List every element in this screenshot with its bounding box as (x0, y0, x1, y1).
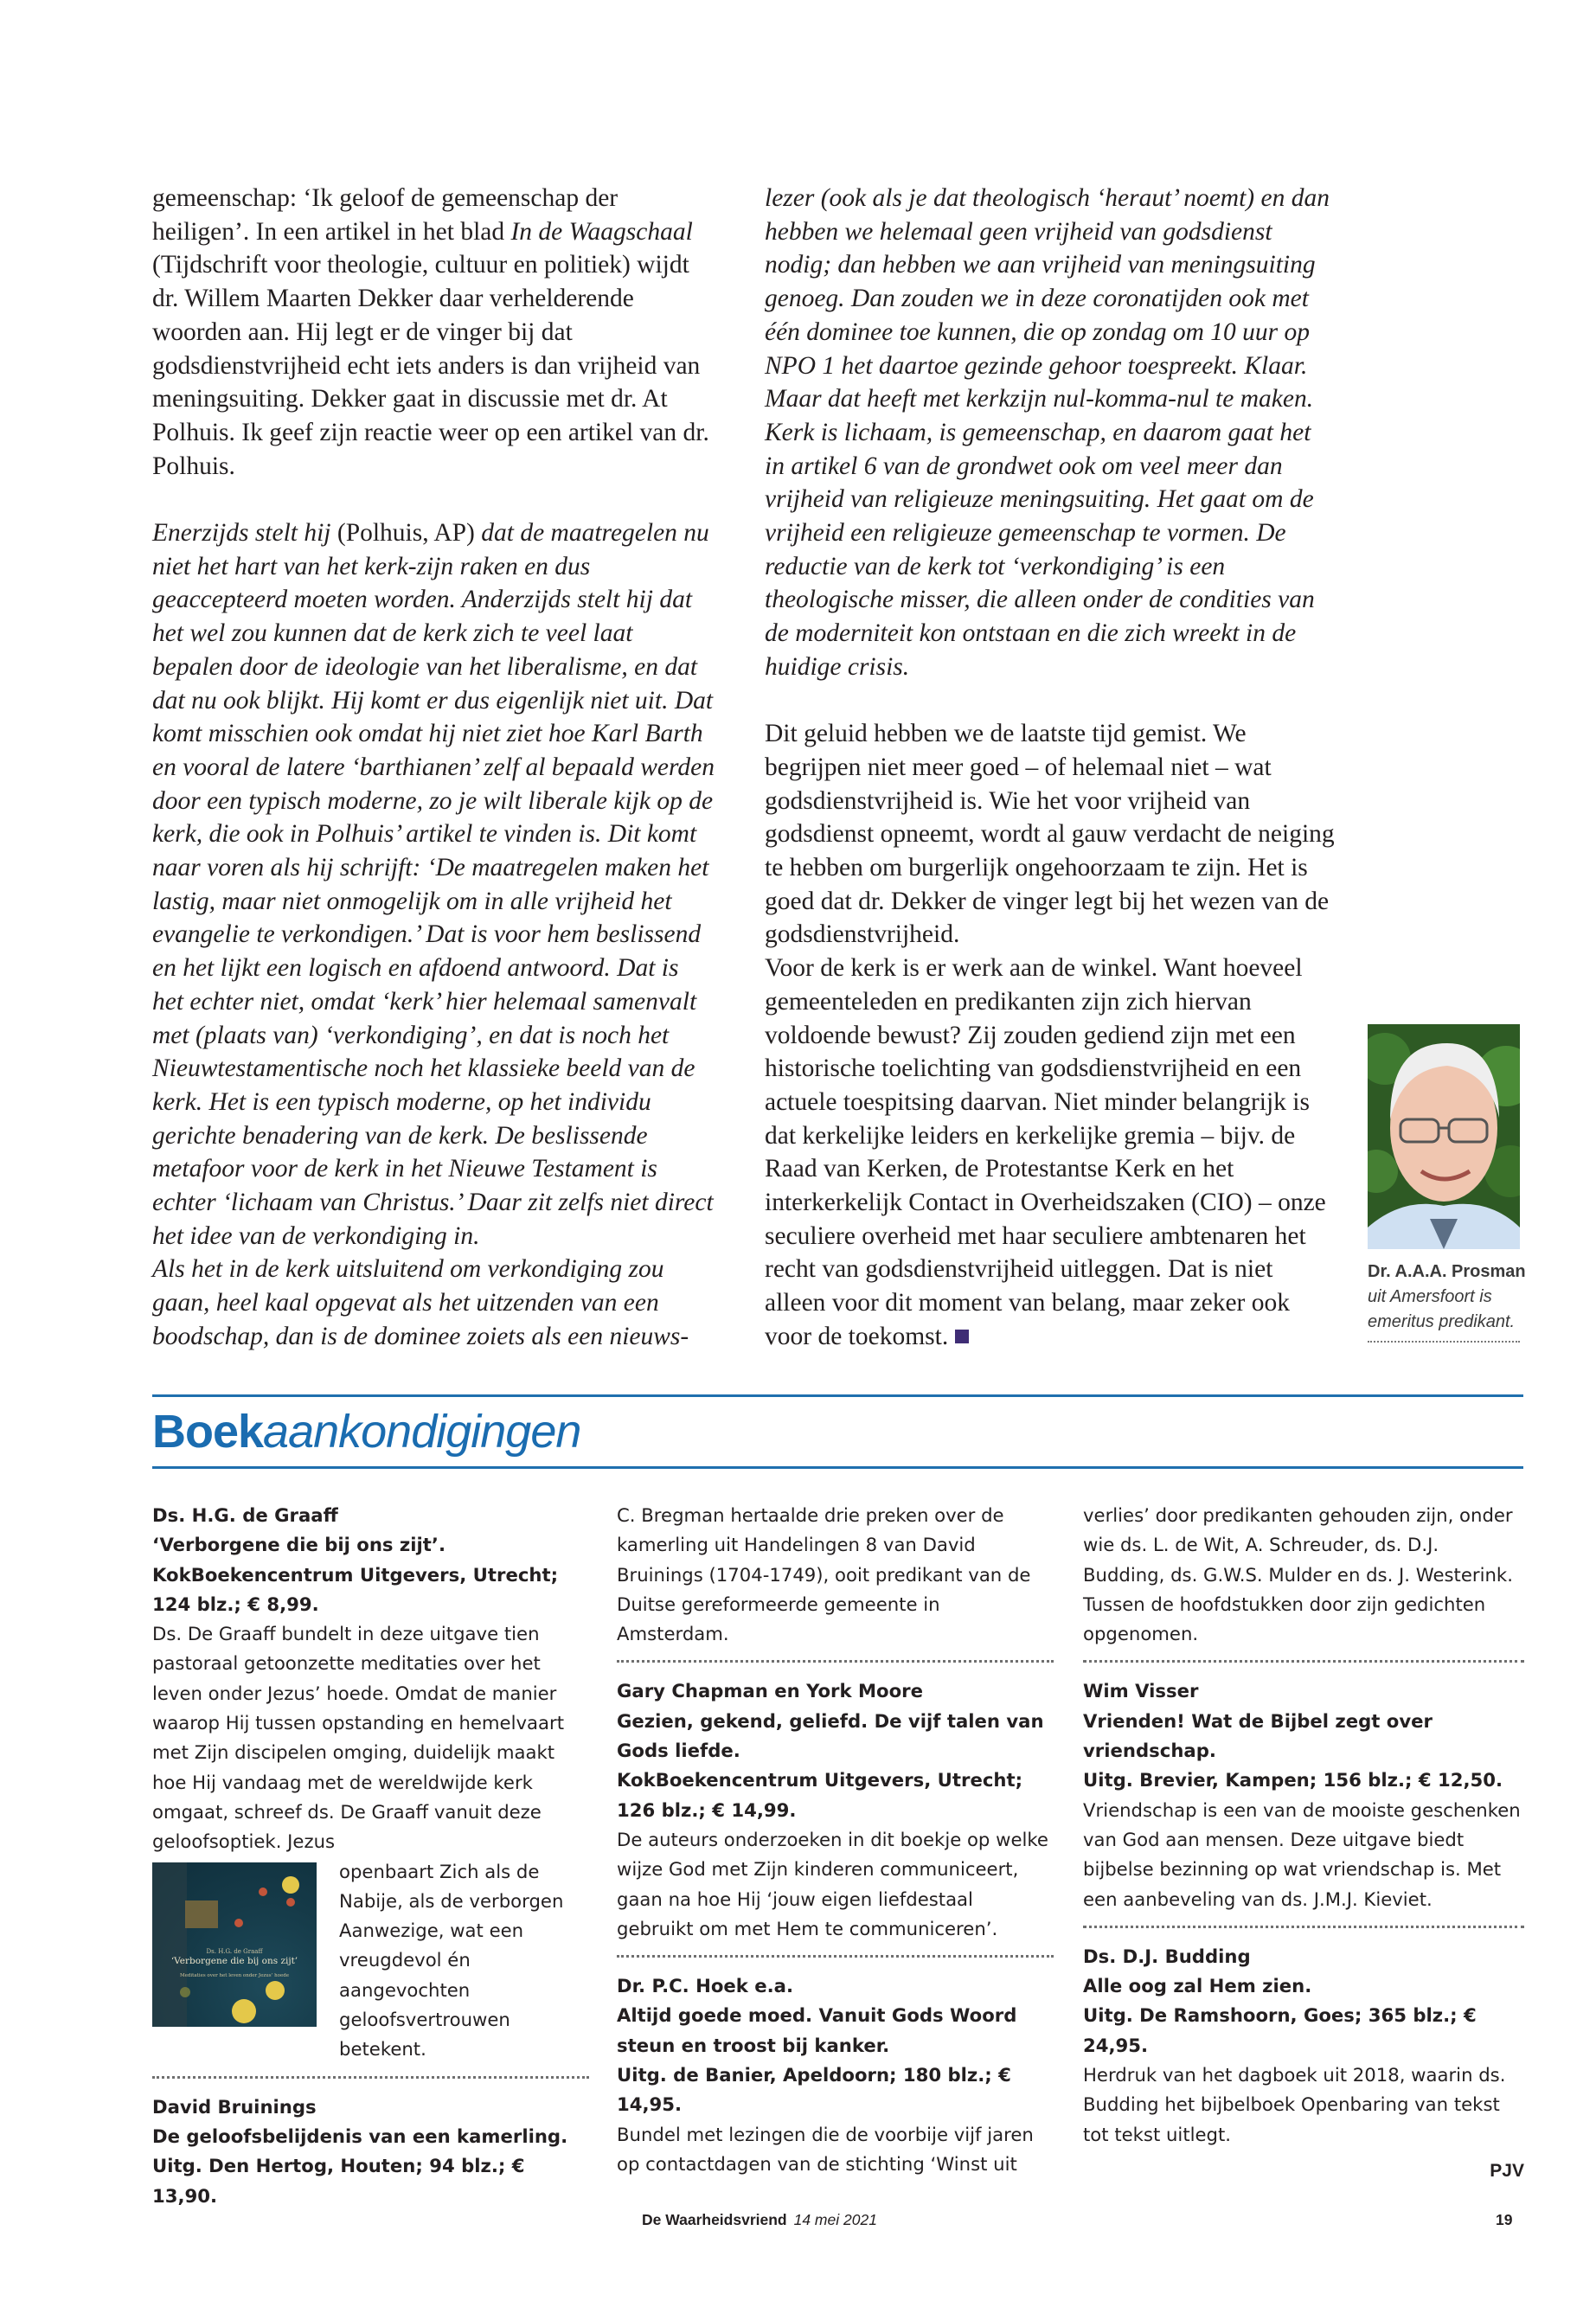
caption-divider (1368, 1341, 1520, 1343)
book-author: Dr. P.C. Hoek e.a. (617, 1975, 793, 1997)
quote-paragraph-2: Als het in de kerk uitsluitend om verkondiging zou gaan, heel kaal opgevat als het uitzenden van een boodschap, dan is de dominee zoiets als een nieuws- (152, 1255, 689, 1350)
book-publisher: Uitg. De Ramshoorn, Goes; 365 blz.; € 24,95. (1083, 2004, 1477, 2056)
quote-paragraph (152, 516, 715, 1253)
book-title: ‘Verborgene die bij ons zijt’. (152, 1534, 445, 1556)
footer-magazine (642, 2211, 877, 2229)
book-description: Herdruk van het dagboek uit 2018, waarin ds. Budding het bijbelboek Openbaring van tekst tot tekst uitlegt. (1083, 2064, 1506, 2145)
book-divider (1083, 1660, 1524, 1663)
quote-intro: Enerzijds stelt hij (152, 519, 331, 548)
book-entry (1083, 1942, 1524, 2150)
author-caption (1368, 1259, 1532, 1335)
section-rule-bottom (152, 1466, 1523, 1469)
books-column-1 (152, 1501, 589, 2211)
book-publisher: KokBoekencentrum Uitgevers, Utrecht; (617, 1769, 1023, 1791)
page-number: 19 (1496, 2211, 1513, 2228)
page-footer (0, 2211, 1596, 2237)
books-column-2 (617, 1501, 1054, 2179)
conclusion-text: Voor de kerk is er werk aan de winkel. Want hoeveel gemeenteleden en predikanten zijn zich hiervan voldoende bewust? Zij zouden gediend zijn met een historische toelichting van godsdienstvrijheid en een actuele toespitsing daarvan. Niet minder belangrijk is dat kerkelijke leiders en kerkelijke gremia – bijv. de Raad van Kerken, de Protestantse Kerk en het interkerkelijk Contact in Overheidszaken (CIO) – onze seculiere overheid met haar seculiere ambtenaren het recht van godsdienstvrijheid uitleggen. Dat is niet alleen voor dit moment van belang, maar zeker ook voor de toekomst. (765, 954, 1326, 1350)
book-title: Vrienden! Wat de Bijbel zegt over vriendschap. (1083, 1709, 1433, 1762)
book-author: Wim Visser (1083, 1680, 1199, 1702)
conclusion-paragraph-2 (765, 952, 1336, 1353)
book-divider (617, 1660, 1054, 1663)
book-publisher: KokBoekencentrum Uitgevers, Utrecht; (152, 1563, 559, 1586)
book-description: De auteurs onderzoeken in dit boekje op welke wijze God met Zijn kinderen communiceert, gaan na hoe Hij ‘jouw eigen liefdestaal gebruikt om met Hem te communiceren’. (617, 1828, 1048, 1939)
book-entry (1083, 1676, 1524, 1913)
book-description: Ds. De Graaff bundelt in deze uitgave tien pastoraal getoonzette meditaties over het leven onder Jezus’ hoede. Omdat de manier waarop Hij tussen opstanding en hemelvaart met Zijn discipelen omging, duidelijk maakt hoe Hij vandaag met de wereldwijde kerk omgaat, schreef ds. De Graaff vanuit deze geloofsoptiek. Jezus (152, 1623, 565, 1853)
book-author: Ds. D.J. Budding (1083, 1945, 1251, 1967)
journal-title: In de Waagschaal (510, 217, 693, 246)
book-divider (1083, 1926, 1524, 1928)
cover-author: Ds. H.G. de Graaff (206, 1947, 263, 1955)
cover-subtitle: Meditaties over het leven onder Jezus’ hoede (179, 1972, 290, 1978)
book-entry (152, 2093, 589, 2211)
reviewer-signature: PJV (1490, 2160, 1524, 2181)
intro-text-1: gemeenschap: ‘Ik geloof de gemeenschap der heiligen’. In een artikel in het blad (152, 184, 619, 246)
book-publisher: Uitg. de Banier, Apeldoorn; 180 blz.; € 14,95. (617, 2064, 1011, 2116)
article-column-right (765, 182, 1336, 1354)
book-description: Vriendschap is een van de mooiste geschenken van God aan mensen. Deze uitgave biedt bijbelse bezinning op wat vriendschap is. Met een aanbeveling van ds. J.M.J. Kieviet. (1083, 1798, 1521, 1910)
book-entry (617, 1676, 1054, 1944)
book-entry (617, 1971, 1054, 2179)
article-intro-paragraph (152, 182, 715, 483)
book-cover-row (152, 1857, 589, 2065)
book-title: Gezien, gekend, geliefd. De vijf talen van Gods liefde. (617, 1709, 1044, 1762)
book-author: David Bruinings (152, 2095, 317, 2118)
book-title: Alle oog zal Hem zien. (1083, 1975, 1312, 1997)
book-publisher: Uitg. Brevier, Kampen; 156 blz.; € 12,50. (1083, 1769, 1503, 1791)
quote-paragraph-2-continued: lezer (ook als je dat theologisch ‘heraut’ noemt) en dan hebben we helemaal geen vrijheid van godsdienst nodig; dan hebben we aan vrijheid van meningsuiting genoeg. Dan zouden we in deze coronatijden ook met één dominee toe kunnen, die op zondag om 10 uur op NPO 1 het daartoe gezinde gehoor toespreekt. Klaar. Maar dat heeft met kerkzijn nul-komma-nul te maken. Kerk is lichaam, is gemeenschap, en daarom gaat het in artikel 6 van de grondwet ook om veel meer dan vrijheid van religieuze meningsuiting. Het gaat om de vrijheid een religieuze gemeenschap te vormen. De reductie van de kerk tot ‘verkondiging’ is een theologische misser, die alleen onder de condities van de moderniteit kon ontstaan en die zich wreekt in de huidige crisis. (765, 184, 1330, 681)
book-entry (152, 1501, 589, 2065)
section-title (152, 1400, 580, 1464)
book-author: Ds. H.G. de Graaff (152, 1504, 338, 1526)
book-description: C. Bregman hertaalde drie preken over de kamerling uit Handelingen 8 van David Bruinings (1704-1749), ooit predikant van de Duitse gereformeerde gemeente in Amsterdam. (617, 1504, 1031, 1645)
quote-body: dat de maatregelen nu niet het hart van het kerk-zijn raken en dus geaccepteerd moeten worden. Anderzijds stelt hij dat het wel zou kunnen dat de kerk zich te veel laat bepalen door de ideologie van het liberalisme, en dat dat nu ook blijkt. Hij komt er dus eigenlijk niet uit. Dat komt misschien ook omdat hij niet ziet hoe Karl Barth en vooral de latere ‘barthianen’ zelf al bepaald werden door een typisch moderne, zo je wilt liberale kijk op de kerk, die ook in Polhuis’ artikel te vinden is. Dit komt naar voren als hij schrijft: ‘De maatregelen maken het lastig, maar niet onmogelijk om in alle vrijheid het evangelie te verkondigen.’ Dat is voor hem beslissend en het lijkt een logisch en afdoend antwoord. Dat is het echter niet, omdat ‘kerk’ hier helemaal samenvalt met (plaats van) ‘verkondiging’, en dat is noch het Nieuwtestamentische noch het klassieke beeld van de kerk. Het is een typisch moderne, op het individu gerichte benadering van de kerk. De beslissende metafoor voor de kerk in het Nieuwe Testament is echter ‘lichaam van Christus.’ Daar zit zelfs niet direct het idee van de verkondiging in. (152, 519, 715, 1250)
section-title-bold: Boek (152, 1406, 264, 1458)
book-description-continued: verlies’ door predikanten gehouden zijn, onder wie ds. L. de Wit, A. Schreuder, ds. D.J. Budding, ds. G.W.S. Mulder en ds. J. Westerink. Tussen de hoofdstukken door zijn gedichten opgenomen. (1083, 1504, 1513, 1645)
section-rule-top (152, 1394, 1523, 1397)
book-publisher: Uitg. Den Hertog, Houten; 94 blz.; € 13,90. (152, 2155, 525, 2207)
book-title: De geloofsbelijdenis van een kamerling. (152, 2125, 568, 2147)
book-divider (152, 2076, 589, 2079)
author-name: Dr. A.A.A. Prosman (1368, 1262, 1526, 1281)
book-title: Altijd goede moed. Vanuit Gods Woord steun en troost bij kanker. (617, 2004, 1017, 2056)
book-description: Bundel met lezingen die de voorbije vijf jaren op contactdagen van de stichting ‘Winst uit (617, 2123, 1034, 2175)
book-details: 124 blz.; € 8,99. (152, 1593, 319, 1615)
books-column-3 (1083, 1501, 1524, 2186)
book-cover-image (152, 1862, 317, 2027)
author-description: uit Amersfoort is emeritus predikant. (1368, 1287, 1516, 1331)
issue-date: 14 mei 2021 (793, 2211, 877, 2228)
book-description-wrap: openbaart Zich als de Nabije, als de verborgen Aanwezige, wat een vreugdevol én aangevochten geloofsvertrouwen betekent. (339, 1860, 564, 2061)
author-photo (1368, 1024, 1520, 1249)
conclusion-paragraph-1: Dit geluid hebben we de laatste tijd gemist. We begrijpen niet meer goed – of helemaal niet – wat godsdienstvrijheid is. Wie het voor vrijheid van godsdienst opneemt, wordt al gauw verdacht de neiging te hebben om burgerlijk ongehoorzaam te zijn. Het is goed dat dr. Dekker de vinger legt bij het wezen van de godsdienstvrijheid. (765, 720, 1335, 949)
book-author: Gary Chapman en York Moore (617, 1680, 923, 1702)
article-column-left (152, 182, 715, 1354)
intro-text-2: (Tijdschrift voor theologie, cultuur en politiek) wijdt dr. Willem Maarten Dekker daar verhelderende woorden aan. Hij legt er de vinger bij dat godsdienstvrijheid echt iets anders is dan vrijheid van meningsuiting. Dekker gaat in discussie met dr. At Polhuis. Ik geef zijn reactie weer op een artikel van dr. Polhuis. (152, 251, 709, 480)
cover-title: ‘Verborgene die bij ons zijt’ (170, 1955, 298, 1966)
end-of-article-mark-icon (955, 1330, 969, 1343)
quote-attribution: (Polhuis, AP) (330, 519, 482, 548)
book-details: 126 blz.; € 14,99. (617, 1798, 797, 1821)
magazine-name: De Waarheidsvriend (642, 2211, 787, 2228)
section-title-italic: aankondigingen (263, 1406, 581, 1458)
book-divider (617, 1955, 1054, 1958)
